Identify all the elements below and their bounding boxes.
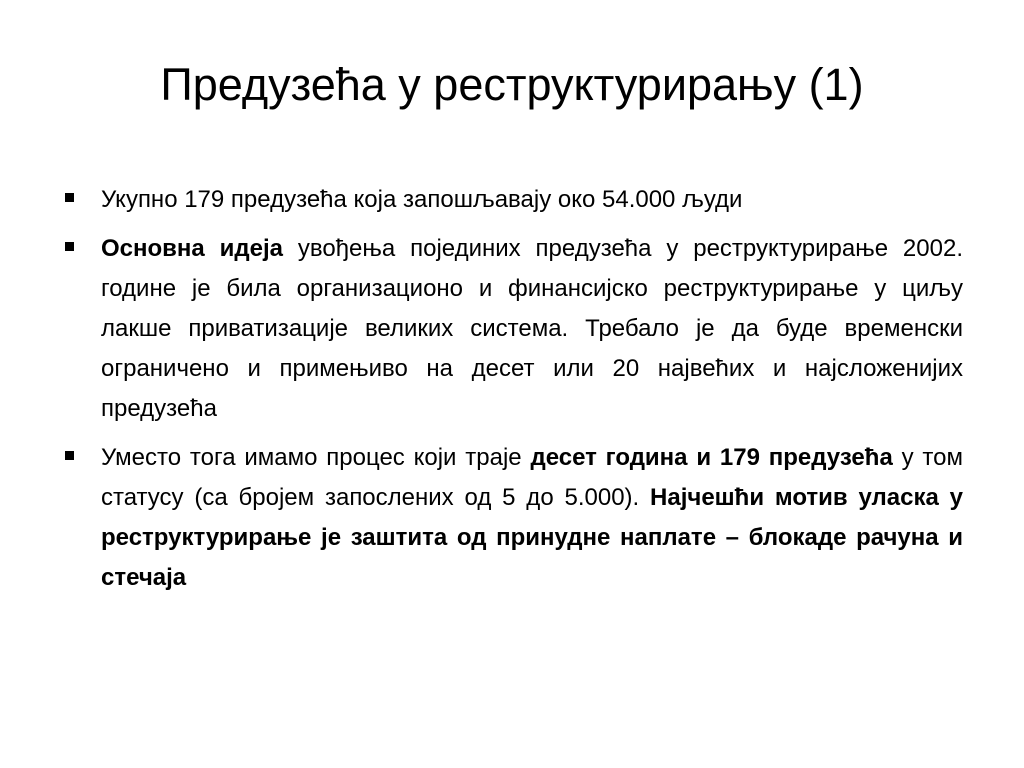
square-bullet-icon [65, 193, 74, 202]
bullet-item-instead [60, 438, 963, 598]
bullet-text: увођења појединих предузећа у реструктурирање 2002. године је била организационо и финансијско реструктурирање у циљу лакше приватизације великих система. Требало је да буде временски ограничено и примењиво на десет или 20 највећих и најсложенијих предузећа [101, 235, 963, 422]
bullet-list [60, 180, 963, 607]
bullet-text: Укупно 179 предузећа која запошљавају око 54.000 људи [101, 186, 743, 213]
bullet-item-total-enterprises [60, 180, 963, 220]
bullet-item-basic-idea [60, 229, 963, 429]
bullet-bold-text: Основна идеја [101, 235, 283, 262]
bullet-bold-text: десет година и 179 предузећа [530, 444, 893, 471]
slide-title: Предузећа у реструктурирању (1) [160, 59, 864, 110]
square-bullet-icon [65, 451, 74, 460]
bullet-text: Уместо тога имамо процес који траје [101, 444, 531, 471]
bullet-bold-text: Најчешћи мотив уласка у реструктурирање је заштита од принудне наплате – блокаде рачуна и стечаја [101, 484, 963, 591]
bullet-text: у том статусу (са бројем запослених од 5 до 5.000). [101, 444, 963, 511]
square-bullet-icon [65, 242, 74, 251]
